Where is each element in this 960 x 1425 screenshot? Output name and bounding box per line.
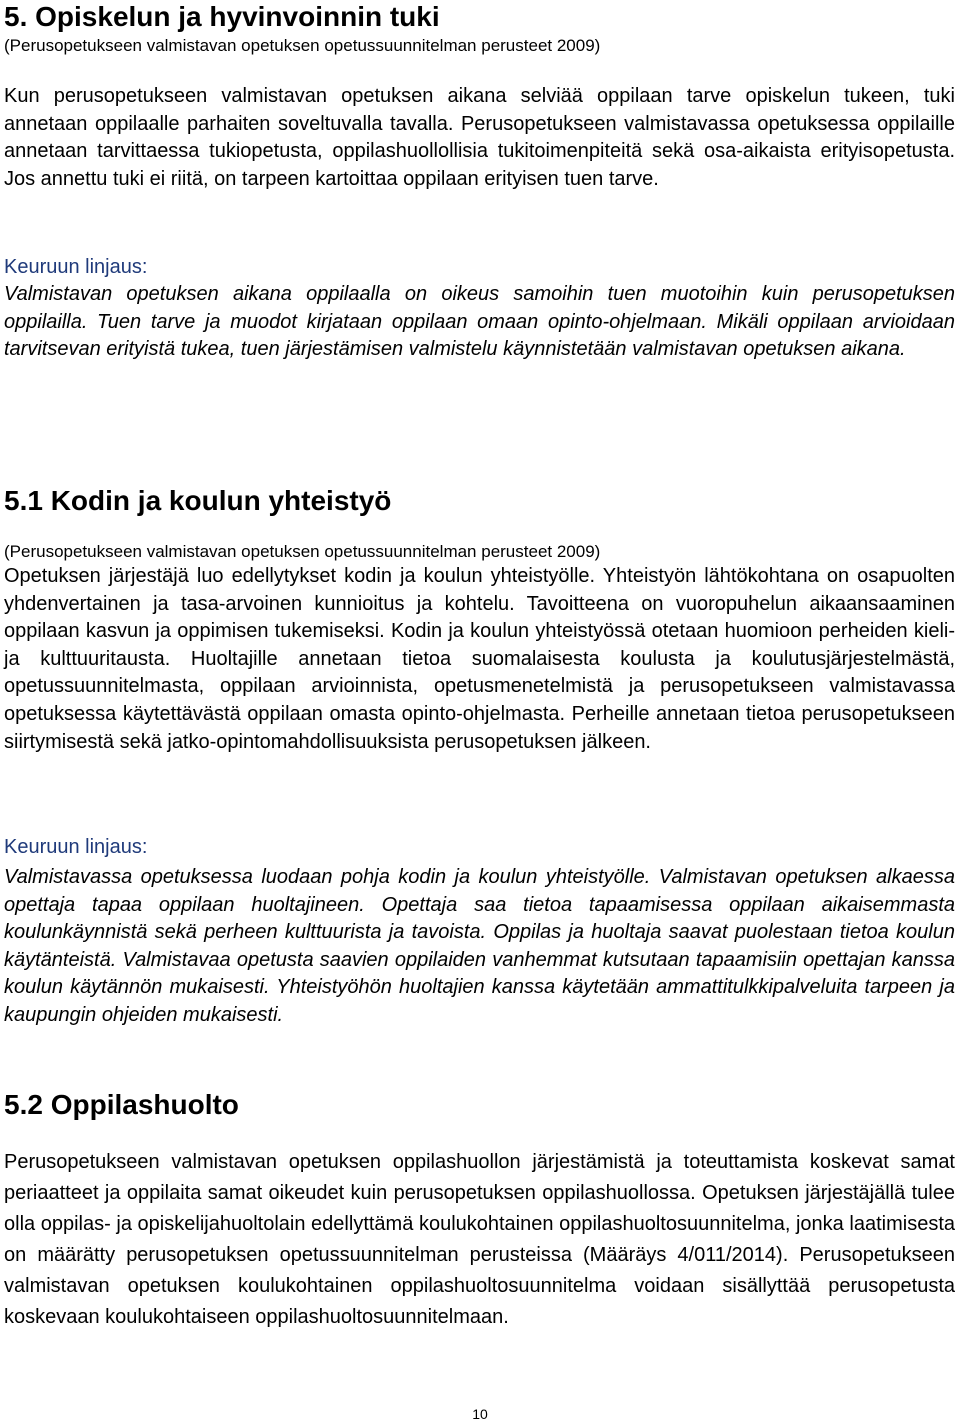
section-5-1-policy-body: Valmistavassa opetuksessa luodaan pohja kodin ja koulun yhteistyölle. Valmistavan opetuksen alkaessa opettaja tapaa oppilaan huoltajineen. Opettaja saa tietoa tapaamisessa oppilaan aikaisemmasta koulunkäynnistä sekä perheen kulttuurista ja tavoista. Oppilas ja huoltaja saavat puolestaan tietoa koulun käytänteistä. Valmistavaa opetusta saavien oppilaiden vanhemmat kutsutaan tapaamisiin opettajan kanssa koulun käytännön mukaisesti. Yhteistyöhön huoltajien kanssa käytetään ammattitulkkipalveluita tarpeen ja kaupungin ohjeiden mukaisesti. (4, 866, 955, 1026)
section-5-1-body: Opetuksen järjestäjä luo edellytykset kodin ja koulun yhteistyölle. Yhteistyön lähtökohtana on osapuolten yhdenvertainen ja tasa-arvoinen kunnioitus ja kohtelu. Tavoitteena on vuoropuhelun aikaansaaminen oppilaan kasvun ja oppimisen tukemiseksi. Kodin ja koulun yhteistyössä otetaan huomioon perheiden kieli- ja kulttuuritausta. Huoltajille annetaan tietoa suomalaisesta koulusta ja koulutusjärjestelmästä, opetussuunnitelmasta, oppilaan arvioinnista, opetusmenetelmistä ja perusopetukseen valmistavassa opetuksessa käytettävästä oppilaan omasta opinto-ohjelmasta. Perheille annetaan tietoa perusopetukseen siirtymisestä sekä jatko-opintomahdollisuuksista perusopetuksen jälkeen. (4, 565, 955, 753)
section-5-source: (Perusopetukseen valmistavan opetuksen opetussuunnitelman perusteet 2009) (4, 36, 601, 55)
section-5-body: Kun perusopetukseen valmistavan opetuksen aikana selviää oppilaan tarve opiskelun tukeen, tuki annetaan oppilaalle parhaiten soveltuvalla tavalla. Perusopetukseen valmistavassa opetuksessa oppilaille annetaan tarvittaessa tukiopetusta, oppilashuollollisia tukitoimenpiteitä sekä osa-aikaista erityisopetusta. Jos annettu tuki ei riitä, on tarpeen kartoittaa oppilaan erityisen tuen tarve. (4, 85, 955, 190)
section-5-2-body: Perusopetukseen valmistavan opetuksen oppilashuollon järjestämistä ja toteuttamista koskevat samat periaatteet ja oppilaita samat oikeudet kuin perusopetuksen oppilashuollossa. Opetuksen järjestäjällä tulee olla oppilas- ja opiskelijahuoltolain edellyttämä koulukohtainen oppilashuoltosuunnitelma, jonka laatimisesta on määrätty perusopetuksen opetussuunnitelman perusteissa (Määräys 4/011/2014). Perusopetukseen valmistavan opetuksen koulukohtainen oppilashuoltosuunnitelma voidaan sisällyttää perusopetusta koskevaan koulukohtaiseen oppilashuoltosuunnitelmaan. (4, 1151, 955, 1328)
page-number: 10 (472, 1406, 488, 1422)
section-5-1-policy-label: Keuruun linjaus: (4, 836, 148, 858)
section-5-title: 5. Opiskelun ja hyvinvoinnin tuki (4, 1, 440, 32)
section-5-1-title: 5.1 Kodin ja koulun yhteistyö (4, 485, 392, 516)
section-5-policy-body: Valmistavan opetuksen aikana oppilaalla on oikeus samoihin tuen muotoihin kuin perusopetuksen oppilailla. Tuen tarve ja muodot kirjataan oppilaan omaan opinto-ohjelmaan. Mikäli oppilaan arvioidaan tarvitsevan erityistä tukea, tuen järjestämisen valmistelu käynnistetään valmistavan opetuksen aikana. (4, 283, 955, 361)
section-5-2-title: 5.2 Oppilashuolto (4, 1089, 239, 1120)
section-5-1-source: (Perusopetukseen valmistavan opetuksen opetussuunnitelman perusteet 2009) (4, 542, 601, 561)
section-5-policy-label: Keuruun linjaus: (4, 256, 148, 278)
